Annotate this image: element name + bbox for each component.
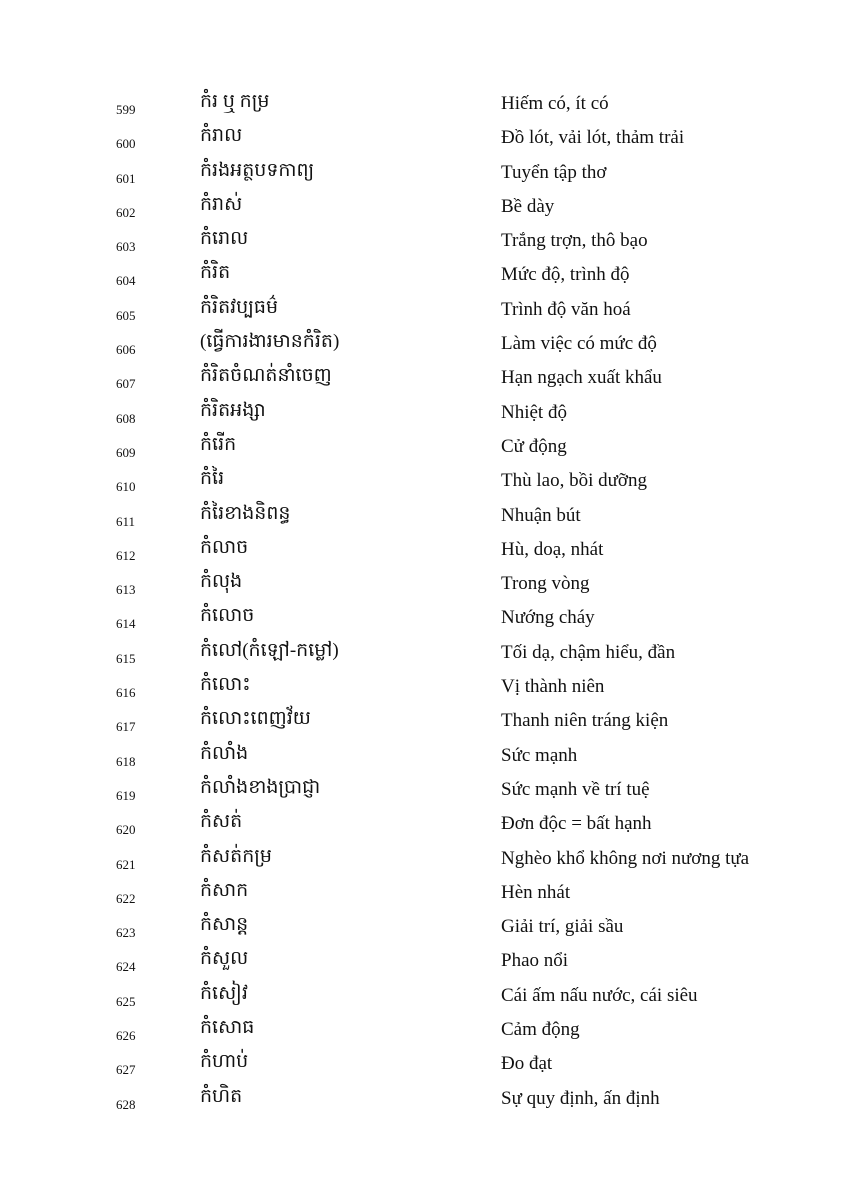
vietnamese-meaning: Đo đạt — [501, 1053, 553, 1075]
vietnamese-meaning: Hù, doạ, nhát — [501, 538, 604, 560]
khmer-term: កំរោល — [200, 228, 249, 250]
khmer-term: កំរិតអង្សា — [200, 399, 266, 421]
dictionary-entry — [0, 806, 848, 840]
entry-number: 613 — [116, 582, 136, 598]
entry-number: 614 — [116, 616, 136, 632]
khmer-term: កំរ ឬ កម្រ — [200, 91, 270, 112]
dictionary-entry — [0, 875, 848, 909]
dictionary-entry — [0, 155, 848, 189]
vietnamese-meaning: Đơn độc = bất hạnh — [501, 813, 652, 835]
khmer-term: កំរើក — [200, 433, 237, 455]
dictionary-entry — [0, 841, 848, 875]
entry-number: 625 — [116, 993, 136, 1009]
dictionary-entry — [0, 1046, 848, 1080]
khmer-term: កំរងអត្ថបទកាព្យ — [200, 159, 315, 181]
dictionary-entry — [0, 189, 848, 223]
vietnamese-meaning: Phao nổi — [501, 950, 569, 972]
vietnamese-meaning: Sức mạnh về trí tuệ — [501, 778, 650, 800]
vietnamese-meaning: Hạn ngạch xuất khẩu — [501, 367, 662, 389]
entry-number: 608 — [116, 410, 136, 426]
vietnamese-meaning: Trình độ văn hoá — [501, 298, 631, 320]
khmer-term: កំសៀវ — [200, 982, 248, 1004]
dictionary-entry — [0, 772, 848, 806]
entry-number: 621 — [116, 856, 136, 872]
khmer-term: កំរិត — [200, 262, 231, 284]
entry-number: 626 — [116, 1028, 136, 1044]
vietnamese-meaning: Cử động — [501, 435, 567, 457]
vietnamese-meaning: Trắng trợn, thô bạo — [501, 230, 648, 252]
vietnamese-meaning: Bề dày — [501, 195, 555, 217]
khmer-term: កំសាក — [200, 879, 249, 901]
vietnamese-meaning: Vị thành niên — [501, 676, 605, 698]
khmer-term: កំរាស់ — [200, 193, 243, 215]
dictionary-entry — [0, 1012, 848, 1046]
khmer-term: កំលោច — [200, 605, 255, 627]
vietnamese-meaning: Cảm động — [501, 1019, 580, 1041]
khmer-term: កំលៅ(កំឡៅ-កម្លៅ) — [200, 639, 339, 661]
khmer-term: កំរិតចំណត់នាំចេញ — [200, 365, 332, 387]
vietnamese-meaning: Nhuận bút — [501, 504, 581, 526]
khmer-term: កំរៃ — [200, 468, 225, 490]
vietnamese-meaning: Nhiệt độ — [501, 401, 567, 423]
entry-number: 609 — [116, 444, 136, 460]
khmer-term: កំលាច — [200, 536, 249, 558]
dictionary-entry — [0, 909, 848, 943]
dictionary-entry — [0, 566, 848, 600]
vietnamese-meaning: Nướng cháy — [501, 607, 595, 629]
vietnamese-meaning: Hiếm có, ít có — [501, 93, 609, 114]
dictionary-entry — [0, 498, 848, 532]
dictionary-entry — [0, 395, 848, 429]
entry-number: 599 — [116, 102, 136, 117]
vietnamese-meaning: Hèn nhát — [501, 881, 571, 903]
vietnamese-meaning: Thanh niên tráng kiện — [501, 710, 669, 732]
entry-number: 619 — [116, 787, 136, 803]
dictionary-entry — [0, 738, 848, 772]
dictionary-entry — [0, 120, 848, 154]
entry-number: 616 — [116, 685, 136, 701]
vietnamese-meaning: Nghèo khổ không nơi nương tựa — [501, 847, 750, 869]
dictionary-entry — [0, 943, 848, 977]
khmer-term: កំរៃខាងនិពន្ធ — [200, 502, 291, 524]
dictionary-entry — [0, 978, 848, 1012]
entry-number: 624 — [116, 959, 136, 975]
entry-number: 606 — [116, 342, 136, 358]
entry-number: 622 — [116, 890, 136, 906]
dictionary-entry — [0, 429, 848, 463]
dictionary-entry — [0, 292, 848, 326]
khmer-term: កំសួល — [200, 948, 249, 970]
vietnamese-meaning: Sức mạnh — [501, 744, 578, 766]
dictionary-entries — [0, 86, 848, 1115]
vietnamese-meaning: Đồ lót, vải lót, thảm trải — [501, 127, 685, 149]
dictionary-entry — [0, 223, 848, 257]
dictionary-entry — [0, 669, 848, 703]
vietnamese-meaning: Trong vòng — [501, 573, 590, 595]
dictionary-entry — [0, 463, 848, 497]
vietnamese-meaning: Giải trí, giải sầu — [501, 916, 624, 938]
vietnamese-meaning: Tuyển tập thơ — [501, 161, 607, 183]
entry-number: 601 — [116, 170, 136, 186]
khmer-term: កំហាប់ — [200, 1051, 249, 1073]
entry-number: 627 — [116, 1062, 136, 1078]
entry-number: 611 — [116, 513, 136, 529]
vietnamese-meaning: Cái ấm nấu nước, cái siêu — [501, 984, 698, 1006]
vietnamese-meaning: Tối dạ, chậm hiểu, đần — [501, 641, 676, 663]
khmer-term: កំលាំងខាងប្រាជ្ញា — [200, 776, 321, 798]
dictionary-entry — [0, 600, 848, 634]
entry-number: 602 — [116, 204, 136, 220]
entry-number: 605 — [116, 307, 136, 323]
entry-number: 620 — [116, 822, 136, 838]
entry-number: 607 — [116, 376, 136, 392]
entry-number: 612 — [116, 547, 136, 563]
entry-number: 615 — [116, 650, 136, 666]
khmer-term: កំលាំង — [200, 742, 249, 764]
khmer-term: កំរិតវប្បធម៌ — [200, 296, 279, 318]
khmer-term: កំលោះពេញវ័យ — [200, 708, 311, 730]
entry-number: 618 — [116, 753, 136, 769]
vietnamese-meaning: Mức độ, trình độ — [501, 264, 630, 286]
khmer-term: កំលោះ — [200, 674, 251, 696]
vietnamese-meaning: Làm việc có mức độ — [501, 333, 657, 355]
entry-number: 603 — [116, 239, 136, 255]
dictionary-entry — [0, 703, 848, 737]
dictionary-entry — [0, 257, 848, 291]
entry-number: 600 — [116, 136, 136, 152]
entry-number: 604 — [116, 273, 136, 289]
khmer-term: កំរាល — [200, 125, 243, 147]
dictionary-entry — [0, 86, 848, 120]
dictionary-entry — [0, 635, 848, 669]
vietnamese-meaning: Sự quy định, ấn định — [501, 1087, 660, 1109]
entry-number: 623 — [116, 925, 136, 941]
vietnamese-meaning: Thù lao, bồi dưỡng — [501, 470, 647, 492]
khmer-term: កំលុង — [200, 571, 243, 593]
entry-number: 617 — [116, 719, 136, 735]
khmer-term: កំសត់កម្រ — [200, 845, 272, 867]
entry-number: 610 — [116, 479, 136, 495]
khmer-term: (ធ្វើការងារមានកំរិត) — [200, 331, 340, 353]
khmer-term: កំសត់ — [200, 811, 243, 833]
khmer-term: កំហិត — [200, 1085, 243, 1107]
entry-number: 628 — [116, 1096, 136, 1112]
khmer-term: កំសាន្ត — [200, 914, 249, 936]
dictionary-entry — [0, 1081, 848, 1115]
dictionary-entry — [0, 360, 848, 394]
dictionary-entry — [0, 326, 848, 360]
dictionary-entry — [0, 532, 848, 566]
khmer-term: កំសោធ — [200, 1017, 255, 1039]
